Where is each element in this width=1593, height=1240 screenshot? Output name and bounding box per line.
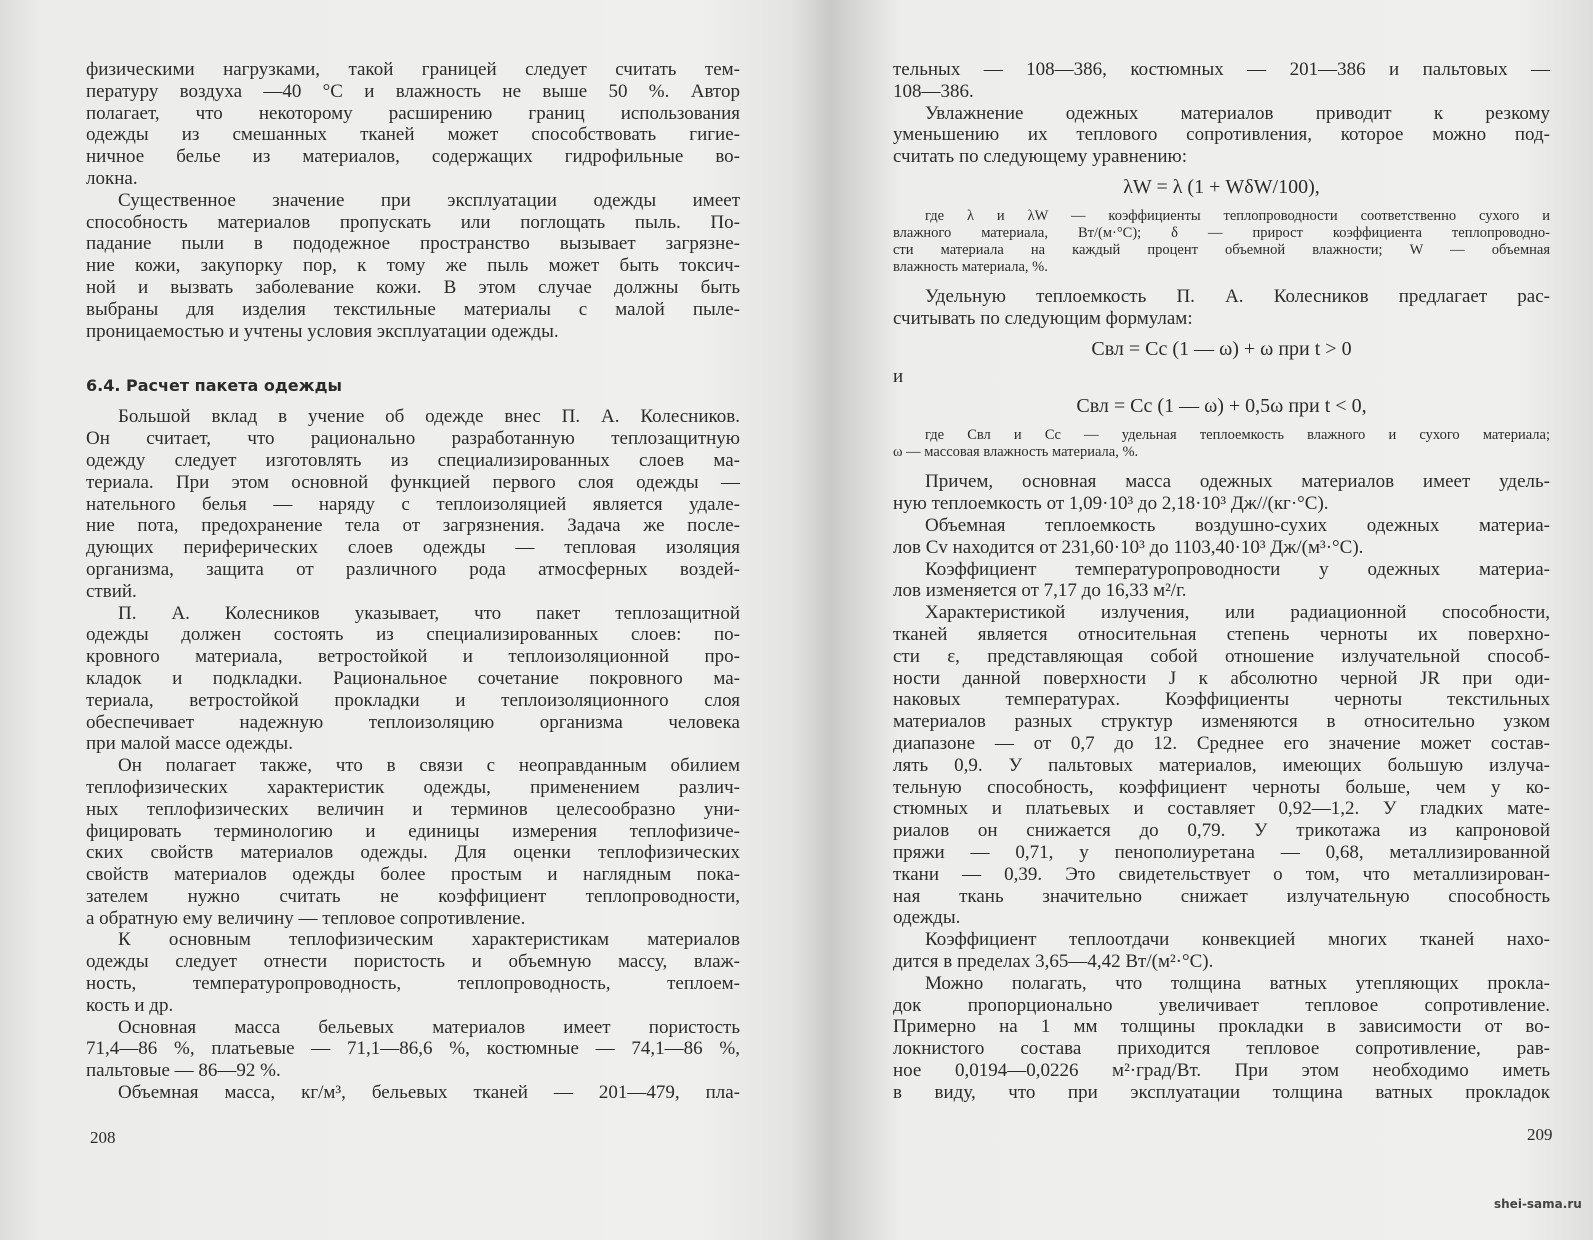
text-line: ное 0,0194—0,0226 м²·град/Вт. При этом необходимо иметь [893, 1059, 1550, 1081]
text-line: полагает, что некоторому расширению границ использования [86, 102, 740, 124]
text-line: ности данной поверхности J к абсолютно черной JR при оди- [893, 667, 1550, 689]
text-line: одежды из смешанных тканей может способствовать гигие- [86, 124, 740, 146]
paragraph [893, 929, 1550, 973]
text-line: док пропорционально увеличивает тепловое сопротивление. [893, 994, 1550, 1016]
text-line: Он считает, что рационально разработанную теплозащитную [86, 428, 740, 450]
text-line: пературу воздуха —40 °С и влажность не выше 50 %. Автор [86, 80, 740, 102]
page-number-right: 209 [1527, 1125, 1553, 1144]
text-line: ние кожи, закупорку пор, к тому же пыль может быть токсич- [86, 255, 740, 277]
text-line: Он полагает также, что в связи с неоправданным обилием [118, 755, 740, 777]
text-line: ничное белье из материалов, содержащих гидрофильные во- [86, 146, 740, 168]
text-line: зателем нужно считать не коэффициент теплопроводности, [86, 885, 740, 907]
paragraph [86, 59, 740, 190]
paragraph [893, 559, 1550, 603]
text-line: где λ и λW — коэффициенты теплопроводности соответственно сухого и [925, 207, 1550, 224]
text-line: падание пыли в пододежное пространство вызывает загрязне- [86, 233, 740, 255]
text-line: Причем, основная масса одежных материалов имеет удель- [925, 471, 1550, 493]
paragraph [893, 973, 1550, 1104]
paragraph [86, 406, 740, 602]
text-line: и [893, 365, 904, 387]
text-line: ной и вызвать заболевание кожи. В этом случае должны быть [86, 276, 740, 298]
text-line: Объемная теплоемкость воздушно-сухих одежных материа- [925, 514, 1550, 536]
paragraph [893, 515, 1550, 559]
text-line: К основным теплофизическим характеристикам материалов [118, 929, 740, 951]
text-line: ных теплофизических величин и терминов целесообразно уни- [86, 798, 740, 820]
paragraph [893, 103, 1550, 168]
formula: Cвл = Cс (1 — ω) + ω при t > 0 [1091, 337, 1352, 360]
text-line: одежды должен состоять из специализированных слоев: по- [86, 624, 740, 646]
text-line: ских свойств материалов одежды. Для оценки теплофизических [86, 842, 740, 864]
paragraph [86, 929, 740, 1016]
text-line: лов Cv находится от 231,60·10³ до 1103,40·10³ Дж/(м³·°С). [893, 536, 1364, 558]
text-line: кровного материала, ветростойкой и теплоизоляционной про- [86, 646, 740, 668]
text-line: П. А. Колесников указывает, что пакет теплозащитной [118, 602, 740, 624]
text-line: пряжи — 0,71, у пенополиуретана — 0,68, металлизированной [893, 841, 1550, 863]
text-line: кость и др. [86, 994, 174, 1016]
text-line: сти материала на каждый процент объемной влажности; W — объемная [893, 241, 1550, 258]
text-line: Примерно на 1 мм толщины прокладки в зависимости от во- [893, 1016, 1550, 1038]
text-line: одежду следует изготовлять из специализированных слоев ма- [86, 449, 740, 471]
text-line: тельных — 108—386, костюмных — 201—386 и пальтовых — [893, 59, 1550, 80]
text-line: влажность материала, %. [893, 258, 1048, 275]
text-line: ная ткань значительно снижает излучательную способность [893, 885, 1550, 907]
section-heading: 6.4. Расчет пакета одежды [86, 376, 342, 396]
text-line: стюмных и платьевых и составляет 0,92—1,2. У гладких мате- [893, 798, 1550, 820]
paragraph [86, 1017, 740, 1082]
text-line: свойств материалов одежды более простым и наглядным пока- [86, 864, 740, 886]
text-line: Объемная масса, кг/м³, бельевых тканей — 201—479, пла- [118, 1082, 740, 1104]
text-line: Существенное значение при эксплуатации одежды имеет [118, 189, 740, 211]
text-line: лять 0,9. У пальтовых материалов, имеющих большую излуча- [893, 754, 1550, 776]
paragraph [86, 190, 740, 343]
paragraph [893, 286, 1550, 330]
text-line: тельную способность, коэффициент черноты больше, чем у ко- [893, 776, 1550, 798]
text-line: Коэффициент теплоотдачи конвекцией многих тканей нахо- [925, 929, 1550, 951]
text-line: Увлажнение одежных материалов приводит к резкому [925, 102, 1550, 124]
paragraph [893, 366, 1550, 388]
text-line: Основная масса бельевых материалов имеет пористость [118, 1016, 740, 1038]
text-line: влажного материала, Вт/(м·°С); δ — прирост коэффициента теплопроводно- [893, 224, 1550, 241]
text-line: териала, ветростойкой прокладки и теплоизоляционного слоя [86, 689, 740, 711]
text-line: выбраны для изделия текстильные материалы с малой пыле- [86, 298, 740, 320]
formula: Cвл = Cс (1 — ω) + 0,5ω при t < 0, [1076, 395, 1367, 418]
paragraph [86, 1082, 740, 1104]
text-line: Удельную теплоемкость П. А. Колесников предлагает рас- [925, 285, 1550, 307]
text-line: дующих периферических слоев одежды — тепловая изоляция [86, 537, 740, 559]
text-line: Большой вклад в учение об одежде внес П. А. Колесников. [118, 406, 740, 428]
text-line: Можно полагать, что толщина ватных утепляющих прокла- [925, 972, 1550, 994]
text-line: тканей является относительная степень черноты их поверхно- [893, 623, 1550, 645]
text-line: физическими нагрузками, такой границей следует считать тем- [86, 59, 740, 80]
text-line: кладок и подкладки. Рациональное сочетание покровного ма- [86, 667, 740, 689]
text-line: ствий. [86, 580, 137, 602]
formula-legend [893, 208, 1550, 276]
paragraph [86, 603, 740, 756]
text-line: риалов он снижается до 0,79. У трикотажа из капроновой [893, 820, 1550, 842]
text-line: лов изменяется от 7,17 до 16,33 м²/г. [893, 580, 1187, 602]
text-line: ω — массовая влажность материала, %. [893, 444, 1139, 461]
text-line: уменьшению их теплового сопротивления, которое можно под- [893, 124, 1550, 146]
text-line: нательного белья — наряду с теплоизоляцией является удале- [86, 493, 740, 515]
text-line: ткани — 0,39. Это свидетельствует о том, что металлизирован- [893, 863, 1550, 885]
text-line: 71,4—86 %, платьевые — 71,1—86,6 %, костюмные — 74,1—86 %, [86, 1038, 740, 1060]
paragraph [893, 471, 1550, 515]
paragraph [86, 755, 740, 929]
text-line: материалов разных структур изменяются в относительно узком [893, 711, 1550, 733]
formula: λW = λ (1 + WδW/100), [1123, 175, 1320, 198]
text-line: а обратную ему величину — тепловое сопротивление. [86, 907, 526, 929]
text-line: наковых температурах. Коэффициенты черноты текстильных [893, 689, 1550, 711]
text-line: при малой массе одежды. [86, 733, 293, 755]
text-line: сти ε, представляющая собой отношение излучательной способ- [893, 645, 1550, 667]
text-line: фицировать терминологию и единицы измерения теплофизиче- [86, 820, 740, 842]
text-line: теплофизических характеристик одежды, применением различ- [86, 776, 740, 798]
text-line: локнистого состава приходится тепловое сопротивление, рав- [893, 1038, 1550, 1060]
text-line: териала. При этом основной функцией первого слоя одежды — [86, 471, 740, 493]
text-line: ность, температуропроводность, теплопроводность, теплоем- [86, 973, 740, 995]
text-line: считать по следующему уравнению: [893, 146, 1187, 168]
text-line: где Cвл и Cс — удельная теплоемкость влажного и сухого материала; [925, 427, 1550, 444]
watermark: shei-sama.ru [1494, 1197, 1582, 1211]
text-line: обеспечивает надежную теплоизоляцию организма человека [86, 711, 740, 733]
text-line: одежды следует отнести пористость и объемную массу, влаж- [86, 951, 740, 973]
page-number-left: 208 [90, 1128, 116, 1147]
paragraph [893, 602, 1550, 929]
text-line: Характеристикой излучения, или радиационной способности, [925, 602, 1550, 624]
text-line: способность материалов пропускать или поглощать пыль. По- [86, 211, 740, 233]
text-line: дится в пределах 3,65—4,42 Вт/(м²·°С). [893, 950, 1214, 972]
text-line: в виду, что при эксплуатации толщина ватных прокладок [893, 1081, 1550, 1103]
formula-legend [893, 427, 1550, 461]
text-line: ние пота, предохранение тела от загрязнения. Задача же после- [86, 515, 740, 537]
paragraph [893, 59, 1550, 103]
text-line: локна. [86, 167, 138, 189]
text-line: 108—386. [893, 80, 974, 102]
text-line: диапазоне — от 0,7 до 12. Среднее его значение может состав- [893, 732, 1550, 754]
text-line: пальтовые — 86—92 %. [86, 1060, 281, 1082]
text-line: считывать по следующим формулам: [893, 307, 1193, 329]
text-line: ную теплоемкость от 1,09·10³ до 2,18·10³ Дж//(кг·°С). [893, 493, 1329, 515]
text-line: Коэффициент температуропроводности у одежных материа- [925, 558, 1550, 580]
text-line: проницаемостью и учтены условия эксплуатации одежды. [86, 320, 559, 342]
text-line: организма, защита от различного рода атмосферных воздей- [86, 558, 740, 580]
text-line: одежды. [893, 907, 961, 929]
left-page [86, 59, 740, 1104]
right-page [893, 59, 1550, 1103]
